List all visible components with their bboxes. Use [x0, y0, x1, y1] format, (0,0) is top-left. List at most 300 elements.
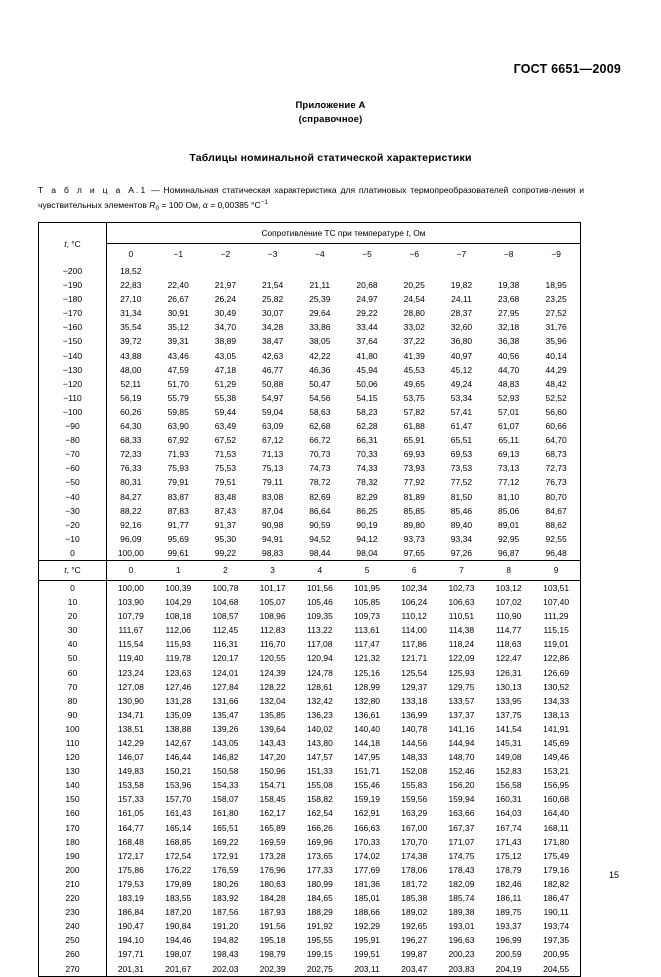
cell-resistance-0: 22,83: [120, 280, 142, 291]
cell-resistance-8: 61,07: [498, 421, 520, 432]
cell-resistance-1: 119,78: [165, 653, 191, 664]
cell-resistance-6: 45,53: [403, 364, 425, 375]
row-temperature: −100: [39, 405, 107, 419]
column-header-offset-neg-2: −2: [220, 249, 231, 259]
cell-resistance-9: 130,52: [543, 681, 570, 692]
table-header-row-top: [39, 223, 581, 244]
cell-resistance-0: 68,33: [120, 435, 142, 446]
cell-resistance-5: 70,33: [356, 449, 378, 460]
cell-resistance-7: 159,94: [448, 794, 475, 805]
cell-resistance-1: 150,21: [165, 766, 192, 777]
cell-resistance-4: 78,72: [309, 477, 331, 488]
cell-resistance-9: 175,49: [543, 850, 570, 861]
cell-resistance-2: 183,92: [212, 893, 239, 904]
cell-resistance-2: [202, 264, 249, 278]
cell-resistance-7: [438, 264, 485, 278]
cell-resistance-2: 67,52: [214, 435, 237, 446]
cell-resistance-0: 35,54: [120, 322, 142, 333]
cell-resistance-1: 100,39: [165, 582, 192, 593]
cell-resistance-1: 30,91: [167, 308, 189, 319]
cell-resistance-7: 200,23: [448, 949, 475, 960]
table-row: [39, 264, 581, 278]
table-row: [39, 764, 581, 778]
cell-resistance-9: 160,68: [543, 794, 570, 805]
cell-resistance-4: 199,15: [306, 949, 333, 960]
cell-resistance-1: 63,90: [167, 421, 189, 432]
cell-resistance-0: 88,22: [120, 505, 142, 516]
cell-resistance-9: 119,01: [543, 639, 569, 650]
cell-resistance-7: 65,51: [450, 435, 473, 446]
table-row: [39, 919, 581, 933]
cell-resistance-5: 195,91: [354, 935, 381, 946]
cell-resistance-6: 178,06: [401, 864, 428, 875]
cell-resistance-5: 121,32: [354, 653, 381, 664]
cell-resistance-2: 38,89: [214, 336, 237, 347]
cell-resistance-2: 176,59: [212, 864, 239, 875]
table-row: [39, 490, 581, 504]
cell-resistance-2: 59,44: [214, 406, 237, 417]
cell-resistance-4: 74,73: [309, 463, 331, 474]
column-header-offset-pos-7: 7: [438, 560, 485, 580]
cell-resistance-5: 20,68: [356, 280, 378, 291]
table-row: [39, 708, 581, 722]
cell-resistance-8: 89,01: [498, 519, 520, 530]
cell-resistance-1: 115,93: [165, 639, 191, 650]
cell-resistance-4: 38,05: [309, 336, 331, 347]
cell-resistance-2: 150,58: [212, 766, 239, 777]
cell-resistance-7: 106,63: [448, 597, 475, 608]
cell-resistance-0: 153,58: [117, 780, 144, 791]
table-row: [39, 405, 581, 419]
cell-resistance-7: 148,70: [448, 752, 475, 763]
cell-resistance-5: 45,94: [356, 364, 378, 375]
cell-resistance-2: 161,80: [212, 808, 239, 819]
cell-resistance-5: 86,25: [356, 505, 378, 516]
cell-resistance-8: 175,12: [495, 850, 522, 861]
cell-resistance-3: 180,63: [259, 878, 286, 889]
row-temperature: 100: [39, 722, 107, 736]
column-header-offset-neg-1: −1: [173, 249, 183, 259]
cell-resistance-3: 90,98: [261, 519, 284, 530]
cell-resistance-1: 59,85: [167, 406, 189, 417]
cell-resistance-9: 193,74: [543, 921, 570, 932]
cell-resistance-2: 71,53: [214, 449, 237, 460]
cell-resistance-3: 34,28: [261, 322, 284, 333]
cell-resistance-9: 27,52: [545, 308, 567, 319]
cell-resistance-4: 86,64: [309, 505, 331, 516]
cell-resistance-0: 201,31: [117, 963, 144, 974]
cell-resistance-2: 202,03: [212, 963, 239, 974]
cell-resistance-1: 79,91: [167, 477, 189, 488]
cell-resistance-8: 96,87: [498, 547, 520, 558]
cell-resistance-1: 127,46: [165, 681, 192, 692]
cell-resistance-8: 118,63: [495, 639, 522, 650]
cell-resistance-4: 177,33: [306, 864, 333, 875]
column-header-offset-pos-0: 0: [107, 560, 155, 580]
cell-resistance-1: 43,46: [167, 350, 189, 361]
cell-resistance-1: 104,29: [165, 597, 192, 608]
cell-resistance-7: 19,82: [450, 280, 473, 291]
table-caption-label: Т а б л и ц а А.1: [38, 185, 148, 195]
cell-resistance-7: 114,38: [448, 625, 475, 636]
cell-resistance-7: 93,34: [450, 533, 473, 544]
row-temperature: −30: [39, 504, 107, 518]
table-row: [39, 905, 581, 919]
cell-resistance-0: 100,00: [117, 582, 144, 593]
cell-resistance-9: 76,73: [545, 477, 567, 488]
cell-resistance-0: 39,72: [120, 336, 142, 347]
table-row: [39, 377, 581, 391]
cell-resistance-8: 145,31: [495, 738, 522, 748]
column-header-offset-pos-3: 3: [249, 560, 296, 580]
cell-resistance-6: 155,83: [401, 780, 428, 791]
cell-resistance-1: 201,67: [165, 963, 192, 974]
cell-resistance-6: 106,24: [401, 597, 428, 608]
cell-resistance-2: 34,70: [214, 322, 237, 333]
cell-resistance-9: 80,70: [545, 491, 567, 502]
cell-resistance-9: 164,40: [543, 808, 570, 819]
cell-resistance-1: 194,46: [165, 935, 192, 946]
cell-resistance-7: 77,52: [450, 477, 473, 488]
cell-resistance-9: 190,11: [543, 907, 569, 918]
cell-resistance-7: 57,41: [450, 406, 473, 417]
cell-resistance-1: 35,12: [167, 322, 189, 333]
cell-resistance-2: 100,78: [212, 582, 239, 593]
row-temperature: 160: [39, 806, 107, 820]
cell-resistance-8: 69,13: [498, 449, 520, 460]
table-caption: [38, 184, 584, 215]
row-temperature: 0: [39, 546, 107, 561]
cell-resistance-0: 119,40: [118, 653, 144, 664]
cell-resistance-5: 185,01: [354, 893, 381, 904]
cell-resistance-8: 92,95: [498, 533, 520, 544]
table-row: [39, 623, 581, 637]
cell-resistance-2: 116,31: [212, 639, 239, 650]
cell-resistance-9: 153,21: [543, 766, 570, 777]
cell-resistance-0: 138,51: [117, 723, 144, 734]
row-temperature: 240: [39, 919, 107, 933]
cell-resistance-3: 184,28: [259, 893, 286, 904]
cell-resistance-4: 50,47: [309, 378, 331, 389]
column-header-offset-neg-0: 0: [128, 249, 134, 259]
cell-resistance-5: 159,19: [354, 794, 381, 805]
cell-resistance-4: 58,63: [309, 406, 331, 417]
cell-resistance-6: 152,08: [401, 766, 428, 777]
cell-resistance-6: 110,12: [401, 611, 427, 622]
cell-resistance-0: 115,54: [118, 639, 144, 650]
cell-resistance-4: 155,08: [306, 780, 333, 791]
cell-resistance-7: 28,37: [450, 308, 473, 319]
row-temperature: −50: [39, 475, 107, 489]
cell-resistance-8: 107,02: [495, 597, 522, 608]
cell-resistance-8: 182,46: [495, 878, 522, 889]
cell-resistance-4: 120,94: [306, 653, 333, 664]
row-temperature: −140: [39, 349, 107, 363]
row-temperature: 150: [39, 792, 107, 806]
cell-resistance-5: 24,97: [356, 294, 378, 305]
row-temperature: 260: [39, 947, 107, 961]
table-row: [39, 461, 581, 475]
cell-resistance-8: 81,10: [498, 491, 520, 502]
cell-resistance-7: 36,80: [450, 336, 473, 347]
cell-resistance-9: 18,95: [545, 280, 567, 291]
cell-resistance-3: 120,55: [259, 653, 286, 664]
cell-resistance-4: 136,23: [306, 709, 333, 720]
cell-resistance-9: [532, 264, 580, 278]
cell-resistance-7: 61,47: [450, 421, 473, 432]
table-row: [39, 475, 581, 489]
row-temperature: 250: [39, 933, 107, 947]
cell-resistance-1: 142,67: [165, 738, 192, 748]
nsc-table: [38, 222, 581, 977]
cell-resistance-4: 42,22: [309, 350, 331, 361]
cell-resistance-0: 80,31: [120, 477, 142, 488]
cell-resistance-7: 152,46: [448, 766, 475, 777]
cell-resistance-4: 184,65: [306, 893, 333, 904]
cell-resistance-6: 125,54: [401, 667, 428, 678]
table-row: [39, 821, 581, 835]
cell-resistance-6: 170,70: [401, 836, 428, 847]
table-row: [39, 750, 581, 764]
section-title: Таблицы номинальной статической характеристики: [189, 152, 472, 164]
cell-resistance-1: 190,84: [165, 921, 192, 932]
table-row: [39, 792, 581, 806]
cell-resistance-5: 62,28: [356, 421, 378, 432]
cell-resistance-1: 91,77: [167, 519, 189, 530]
cell-resistance-1: 26,67: [167, 294, 189, 305]
cell-resistance-8: 137,75: [495, 709, 522, 720]
cell-resistance-3: 128,22: [259, 681, 286, 692]
cell-resistance-2: 112,45: [212, 625, 239, 636]
cell-resistance-5: 29,22: [356, 308, 378, 319]
cell-resistance-9: 72,73: [545, 463, 567, 474]
cell-resistance-2: 198,43: [212, 949, 239, 960]
row-temperature: 190: [39, 849, 107, 863]
row-temperature: 60: [39, 666, 107, 680]
cell-resistance-5: 203,11: [354, 963, 380, 974]
cell-resistance-9: 182,82: [543, 878, 570, 889]
cell-resistance-7: 167,37: [448, 822, 475, 833]
cell-resistance-5: 98,04: [356, 547, 378, 558]
cell-resistance-3: 143,43: [259, 738, 286, 748]
column-header-offset-neg-8: −8: [503, 249, 514, 259]
cell-resistance-6: 174,38: [401, 850, 428, 861]
cell-resistance-3: 87,04: [261, 505, 284, 516]
cell-resistance-5: 162,91: [354, 808, 381, 819]
cell-resistance-7: 69,53: [450, 449, 473, 460]
cell-resistance-6: 121,71: [401, 653, 428, 664]
row-temperature: 70: [39, 680, 107, 694]
cell-resistance-7: 97,26: [450, 547, 473, 558]
cell-resistance-3: 71,13: [261, 449, 284, 460]
row-temperature: 30: [39, 623, 107, 637]
cell-resistance-0: 164,77: [117, 822, 144, 833]
row-temperature: 170: [39, 821, 107, 835]
cell-resistance-6: 114,00: [401, 625, 427, 636]
cell-resistance-7: 196,63: [448, 935, 475, 946]
cell-resistance-2: 21,97: [214, 280, 237, 291]
cell-resistance-7: 49,24: [450, 378, 473, 389]
cell-resistance-1: 179,89: [165, 878, 192, 889]
cell-resistance-1: 135,09: [165, 709, 192, 720]
cell-resistance-0: 92,16: [120, 519, 142, 530]
cell-resistance-8: 19,38: [498, 280, 520, 291]
cell-resistance-8: 189,75: [495, 907, 522, 918]
cell-resistance-9: 44,29: [545, 364, 567, 375]
cell-resistance-6: 41,39: [403, 350, 425, 361]
cell-resistance-3: 162,17: [259, 808, 286, 819]
cell-resistance-0: 186,84: [117, 907, 144, 918]
cell-resistance-0: 111,67: [118, 625, 144, 636]
cell-resistance-9: 52,52: [545, 392, 567, 403]
cell-resistance-3: 83,08: [261, 491, 284, 502]
cell-resistance-5: 113,61: [354, 625, 380, 636]
cell-resistance-4: 169,96: [306, 836, 333, 847]
cell-resistance-5: 147,95: [354, 752, 381, 763]
cell-resistance-9: 40,14: [545, 350, 567, 361]
table-row: [39, 694, 581, 708]
cell-resistance-1: [155, 264, 202, 278]
row-temperature: 120: [39, 750, 107, 764]
table-caption-line2-pre: ления и чувствительных элементов: [38, 185, 584, 210]
cell-resistance-9: 186,47: [543, 893, 570, 904]
cell-resistance-3: 154,71: [259, 780, 286, 791]
cell-resistance-3: 98,83: [261, 547, 284, 558]
cell-resistance-0: 168,48: [117, 836, 144, 847]
row-temperature: 0: [39, 580, 107, 595]
cell-resistance-8: 171,43: [495, 836, 522, 847]
row-temperature: 220: [39, 891, 107, 905]
cell-resistance-5: 50,06: [356, 378, 378, 389]
cell-resistance-3: 165,89: [259, 822, 286, 833]
cell-resistance-6: 117,86: [401, 639, 427, 650]
cell-resistance-3: 169,59: [259, 836, 286, 847]
table-row: [39, 320, 581, 334]
cell-resistance-8: 149,08: [495, 752, 522, 763]
table-row: [39, 722, 581, 736]
cell-resistance-3: 116,70: [259, 639, 286, 650]
cell-resistance-6: 61,88: [403, 421, 425, 432]
cell-resistance-9: 56,60: [545, 406, 567, 417]
table-row: [39, 609, 581, 623]
cell-resistance-2: 120,17: [212, 653, 239, 664]
cell-resistance-9: 23,25: [545, 294, 567, 305]
table-row: [39, 806, 581, 820]
table-row: [39, 391, 581, 405]
cell-resistance-1: 55,79: [167, 392, 189, 403]
cell-resistance-9: 171,80: [543, 836, 570, 847]
cell-resistance-3: 38,47: [261, 336, 284, 347]
row-temperature: −150: [39, 334, 107, 348]
cell-resistance-8: 32,18: [498, 322, 520, 333]
cell-resistance-8: 133,95: [495, 695, 522, 706]
row-temperature: −200: [39, 264, 107, 278]
cell-resistance-7: 102,73: [448, 582, 475, 593]
cell-resistance-6: 181,72: [401, 878, 428, 889]
cell-resistance-0: 157,33: [117, 794, 144, 805]
column-header-offset-neg-5: −5: [362, 249, 372, 259]
cell-resistance-7: 203,83: [448, 963, 475, 974]
cell-resistance-4: 124,78: [306, 667, 333, 678]
cell-resistance-1: 99,61: [167, 547, 189, 558]
cell-resistance-2: 191,20: [212, 921, 239, 932]
row-temperature: 10: [39, 595, 107, 609]
cell-resistance-5: 33,44: [356, 322, 378, 333]
cell-resistance-4: 195,55: [306, 935, 333, 946]
row-temperature: −10: [39, 532, 107, 546]
row-temperature: −170: [39, 306, 107, 320]
cell-resistance-4: 166,26: [306, 822, 333, 833]
column-header-offset-neg-3: −3: [267, 249, 278, 259]
cell-resistance-3: 147,20: [259, 752, 286, 763]
cell-resistance-9: 115,15: [543, 625, 569, 636]
table-row: [39, 504, 581, 518]
column-header-offset-pos-5: 5: [343, 560, 390, 580]
cell-resistance-8: 126,31: [495, 667, 522, 678]
cell-resistance-7: 85,46: [450, 505, 473, 516]
row-temperature: 140: [39, 778, 107, 792]
cell-resistance-9: 92,55: [545, 533, 567, 544]
cell-resistance-0: 96,09: [120, 533, 142, 544]
cell-resistance-1: 47,59: [167, 364, 189, 375]
cell-resistance-4: 191,92: [306, 921, 333, 932]
cell-resistance-0: 142,29: [117, 738, 144, 748]
cell-resistance-2: 95,30: [214, 533, 237, 544]
cell-resistance-5: 177,69: [354, 864, 381, 875]
annex-title: Приложение А: [295, 100, 366, 111]
cell-resistance-4: 29,64: [309, 308, 331, 319]
cell-resistance-6: 140,78: [401, 723, 428, 734]
cell-resistance-8: 57,01: [498, 406, 520, 417]
cell-resistance-7: 53,34: [450, 392, 473, 403]
cell-resistance-6: 89,80: [403, 519, 425, 530]
table-row: [39, 891, 581, 905]
cell-resistance-7: 40,97: [450, 350, 473, 361]
cell-resistance-5: 188,66: [354, 907, 381, 918]
cell-resistance-6: 20,25: [403, 280, 425, 291]
cell-resistance-0: 183,19: [117, 893, 144, 904]
cell-resistance-4: 82,69: [309, 491, 331, 502]
cell-resistance-6: 189,02: [401, 907, 428, 918]
cell-resistance-9: 156,95: [543, 780, 570, 791]
cell-resistance-2: 63,49: [214, 421, 237, 432]
cell-resistance-7: 125,93: [448, 667, 475, 678]
cell-resistance-8: 27,95: [498, 308, 520, 319]
cell-resistance-4: 54,56: [309, 392, 331, 403]
cell-resistance-3: 63,09: [261, 421, 284, 432]
cell-resistance-1: 71,93: [167, 449, 189, 460]
column-header-offset-pos-9: 9: [532, 560, 580, 580]
cell-resistance-3: 158,45: [259, 794, 286, 805]
cell-resistance-0: 134,71: [117, 709, 144, 720]
cell-resistance-1: 165,14: [165, 822, 192, 833]
cell-resistance-9: 141,91: [543, 723, 570, 734]
cell-resistance-3: 195,18: [259, 935, 286, 946]
cell-resistance-1: 168,85: [165, 836, 192, 847]
row-temperature: −130: [39, 363, 107, 377]
cell-resistance-6: 192,65: [401, 921, 428, 932]
cell-resistance-1: 112,06: [165, 625, 191, 636]
cell-resistance-9: 48,42: [545, 378, 567, 389]
row-temperature: −20: [39, 518, 107, 532]
annex-block: [0, 99, 661, 127]
cell-resistance-7: 45,12: [450, 364, 473, 375]
cell-resistance-6: [391, 264, 438, 278]
cell-resistance-2: 47,18: [214, 364, 237, 375]
cell-resistance-6: 136,99: [401, 709, 428, 720]
cell-resistance-2: 131,66: [212, 695, 239, 706]
cell-resistance-2: 143,05: [212, 738, 239, 748]
